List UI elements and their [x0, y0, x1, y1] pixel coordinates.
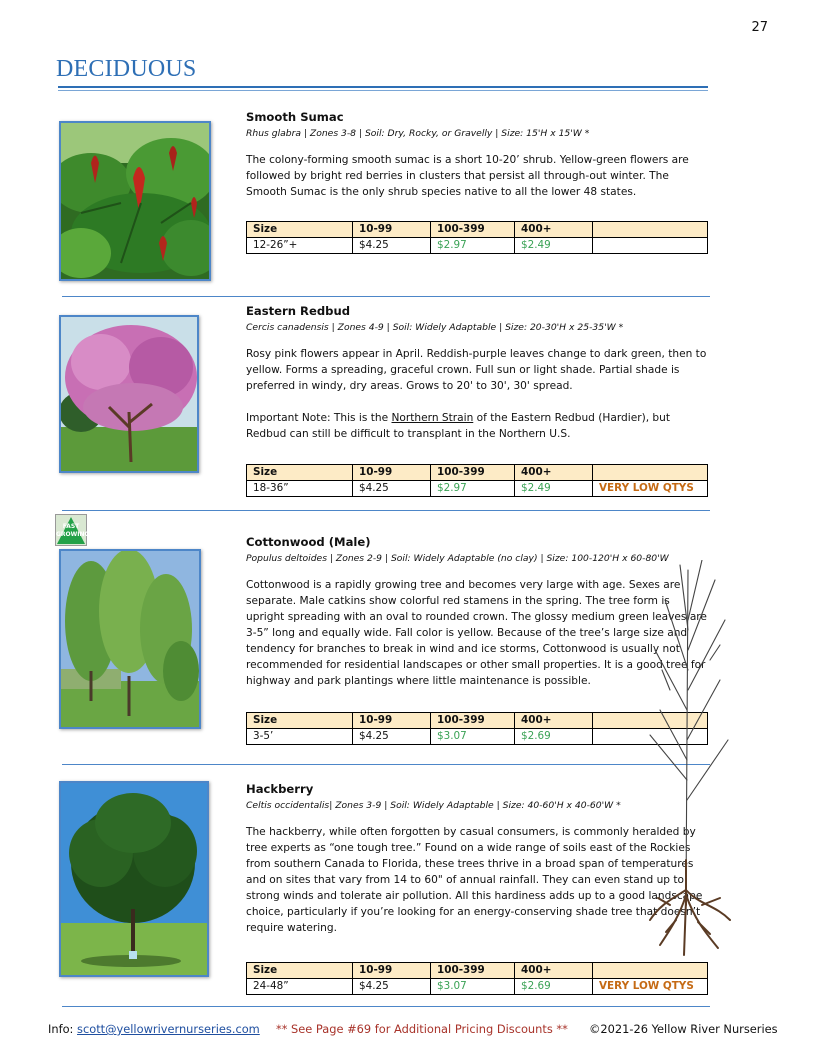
header-size: Size	[247, 222, 353, 238]
availability-note	[593, 238, 708, 254]
price-400: $2.49	[515, 481, 593, 497]
price-header-row	[247, 222, 708, 238]
cottonwood-info	[246, 535, 708, 689]
hackberry-photo	[59, 781, 209, 977]
plant-description: The colony-forming smooth sumac is a short 10-20’ shrub. Yellow-green flowers are followed by bright red berries in clusters that persist all through-out winter. The Smooth Sumac is the only shrub species native to all the lower 48 states.	[246, 154, 689, 198]
hackberry-info	[246, 782, 708, 936]
plant-name: Eastern Redbud	[246, 304, 350, 318]
availability-note: VERY LOW QTYS	[593, 481, 708, 497]
entry-separator	[62, 764, 710, 765]
hackberry-price-table	[246, 962, 708, 995]
plant-note	[246, 410, 708, 442]
price-400: $2.69	[515, 979, 593, 995]
size-cell: 12-26”+	[247, 238, 353, 254]
entry-separator	[62, 296, 710, 297]
price-row	[247, 238, 708, 254]
price-header-row	[247, 713, 708, 729]
info-label: Info:	[48, 1022, 78, 1036]
price-10-99: $4.25	[353, 481, 431, 497]
copyright: ©2021-26 Yellow River Nurseries	[589, 1022, 778, 1036]
price-row	[247, 481, 708, 497]
header-size: Size	[247, 963, 353, 979]
smooth-sumac-photo	[59, 121, 211, 281]
header-qty-10-99: 10-99	[353, 465, 431, 481]
header-qty-10-99: 10-99	[353, 963, 431, 979]
size-cell: 24-48”	[247, 979, 353, 995]
price-header-row	[247, 963, 708, 979]
header-note	[593, 222, 708, 238]
plant-details: Cercis canadensis | Zones 4-9 | Soil: Widely Adaptable | Size: 20-30'H x 25-35'W *	[246, 322, 624, 333]
price-400: $2.49	[515, 238, 593, 254]
fast-growing-badge	[55, 514, 90, 546]
price-100-399: $2.97	[431, 238, 515, 254]
availability-note: VERY LOW QTYS	[593, 979, 708, 995]
cottonwood-price-table	[246, 712, 708, 745]
cottonwood-photo	[59, 549, 201, 729]
note-suffix: of the Eastern Redbud (Hardier), but Redbud can still be difficult to transplant in the Northern U.S.	[246, 412, 671, 440]
header-qty-100-399: 100-399	[431, 222, 515, 238]
header-qty-400: 400+	[515, 465, 593, 481]
header-qty-400: 400+	[515, 963, 593, 979]
plant-name: Hackberry	[246, 782, 314, 796]
footer-info	[48, 1022, 260, 1036]
price-100-399: $3.07	[431, 729, 515, 745]
title-underline-thin	[58, 90, 708, 91]
price-row	[247, 729, 708, 745]
bare-root-tree-illustration	[640, 560, 740, 960]
plant-name: Cottonwood (Male)	[246, 535, 371, 549]
header-size: Size	[247, 465, 353, 481]
plant-description: Cottonwood is a rapidly growing tree and becomes very large with age. Sexes are separate. Male catkins show colorful red stamens in the spring. The tree form is upright spreading with an oval to rounded crown. The glossy medium green leaves are 3-5” long and equally wide. Fall color is yellow. Because of the tree’s large size and tendency for branches to break in wind and ice storms, Cottonwood is usually not recommended for residential landscapes or other small properties. It is a good tree for highway and park plantings where little maintenance is possible.	[246, 579, 707, 687]
page-number: 27	[751, 20, 768, 35]
plant-details: Celtis occidentalis| Zones 3-9 | Soil: Widely Adaptable | Size: 40-60'H x 40-60'W *	[246, 800, 621, 811]
price-100-399: $3.07	[431, 979, 515, 995]
header-qty-10-99: 10-99	[353, 713, 431, 729]
smooth-sumac-price-table	[246, 221, 708, 254]
header-size: Size	[247, 713, 353, 729]
plant-name: Smooth Sumac	[246, 110, 344, 124]
header-qty-400: 400+	[515, 222, 593, 238]
price-header-row	[247, 465, 708, 481]
badge-line-2: GROWING	[56, 531, 90, 538]
header-qty-400: 400+	[515, 713, 593, 729]
discount-note: ** See Page #69 for Additional Pricing Discounts **	[276, 1022, 568, 1036]
header-qty-10-99: 10-99	[353, 222, 431, 238]
price-100-399: $2.97	[431, 481, 515, 497]
header-note	[593, 963, 708, 979]
header-qty-100-399: 100-399	[431, 963, 515, 979]
plant-details: Rhus glabra | Zones 3-8 | Soil: Dry, Rocky, or Gravelly | Size: 15'H x 15'W *	[246, 128, 590, 139]
note-prefix: Important Note: This is the	[246, 412, 392, 424]
header-note	[593, 465, 708, 481]
price-10-99: $4.25	[353, 729, 431, 745]
plant-details: Populus deltoides | Zones 2-9 | Soil: Widely Adaptable (no clay) | Size: 100-120'H x 60-80'W	[246, 553, 669, 564]
section-title: DECIDUOUS	[56, 56, 197, 82]
price-10-99: $4.25	[353, 979, 431, 995]
badge-line-1: FAST	[62, 523, 80, 530]
eastern-redbud-price-table	[246, 464, 708, 497]
eastern-redbud-info	[246, 304, 708, 442]
header-qty-100-399: 100-399	[431, 713, 515, 729]
email-link[interactable]: scott@yellowrivernurseries.com	[77, 1022, 260, 1036]
smooth-sumac-info	[246, 110, 708, 200]
eastern-redbud-photo	[59, 315, 199, 473]
header-qty-100-399: 100-399	[431, 465, 515, 481]
entry-separator	[62, 510, 710, 511]
size-cell: 18-36”	[247, 481, 353, 497]
price-row	[247, 979, 708, 995]
price-10-99: $4.25	[353, 238, 431, 254]
plant-description: Rosy pink flowers appear in April. Reddish-purple leaves change to dark green, then to yellow. Forms a spreading, graceful crown. Full sun or light shade. Partial shade is preferred in windy, dry areas. Grows to 20' to 30', 30' spread.	[246, 348, 707, 392]
plant-description: The hackberry, while often forgotten by casual consumers, is commonly heralded by tree experts as “one tough tree.” Found on a wide range of soils east of the Rockies from southern Canada to Florida, these trees thrive in a broad span of temperatures and on sites that vary from 14 to 60" of annual rainfall. They can even stand up to strong winds and tolerate air pollution. All this hardiness adds up to a good landscape choice, particularly if you’re looking for an energy-conserving shade tree that doesn’t require watering.	[246, 826, 703, 934]
title-underline	[58, 86, 708, 88]
entry-separator	[62, 1006, 710, 1007]
size-cell: 3-5’	[247, 729, 353, 745]
price-400: $2.69	[515, 729, 593, 745]
northern-strain-label: Northern Strain	[391, 412, 474, 424]
